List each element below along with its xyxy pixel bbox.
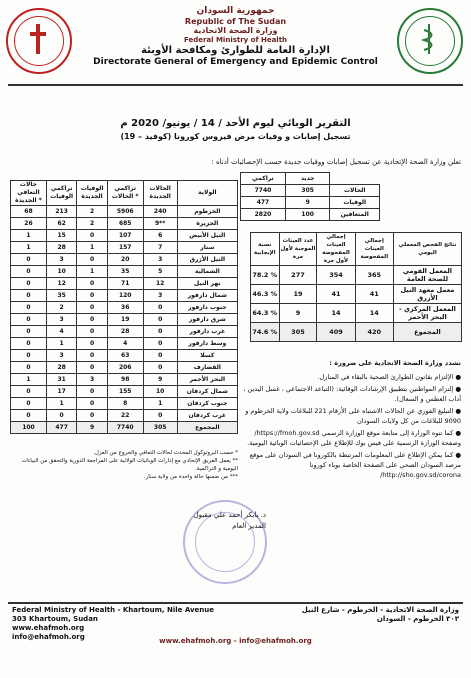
state-value-cell: 1	[11, 230, 47, 242]
state-value-cell: 28	[46, 242, 76, 254]
bullet-icon: ●	[453, 429, 461, 437]
lab-row	[251, 304, 462, 323]
summary-cell: 2820	[241, 209, 286, 221]
state-row	[11, 278, 238, 290]
footer-website-link[interactable]: www.ehafmoh.org	[12, 624, 85, 632]
state-value-cell: 0	[143, 326, 177, 338]
state-value-cell: 2	[46, 302, 76, 314]
lab-value-cell: 277	[279, 266, 317, 285]
state-row	[11, 326, 238, 338]
summary-cell: 7740	[241, 185, 286, 197]
state-row	[11, 302, 238, 314]
summary-label: المتعافين	[330, 209, 380, 221]
lab-table	[250, 232, 462, 342]
state-value-cell: 12	[46, 278, 76, 290]
summary-cell: 477	[241, 197, 286, 209]
footer-contact[interactable]: www.ehafmoh.org - info@ehafmoh.org	[159, 637, 312, 645]
state-value-cell: 0	[11, 338, 47, 350]
state-col-header: الولاية	[177, 181, 237, 206]
state-value-cell: 8	[107, 398, 143, 410]
bullet-icon: ●	[453, 407, 461, 415]
state-value-cell: 19	[107, 314, 143, 326]
summary-cell: 9	[285, 197, 330, 209]
state-note: ** يعمل الفريق الإتحادي مع إدارات الوبائيات الولائية على المراجعة الدورية والتحقق من البيانات اليومية و التراكمية.	[21, 458, 238, 472]
summary-row	[241, 209, 380, 221]
footer-en-line: 303 Khartoum, Sudan	[12, 615, 98, 623]
state-value-cell: 0	[77, 326, 107, 338]
lab-name-cell: معمل معهد النيل الأزرق	[393, 285, 461, 304]
ministry-ar: وزارة الصحة الاتحادية	[193, 26, 278, 35]
state-name-cell: غرب كردفان	[177, 410, 237, 422]
lab-value-cell: 74.6 %	[251, 323, 280, 342]
state-value-cell: 0	[11, 398, 47, 410]
state-value-cell: 0	[77, 338, 107, 350]
advice-list	[236, 372, 461, 482]
state-value-cell: 0	[11, 350, 47, 362]
state-row	[11, 266, 238, 278]
state-value-cell: 1	[77, 242, 107, 254]
summary-cell: 305	[285, 185, 330, 197]
footer-ar-line: ٣٠٣ الخرطوم - السودان	[376, 615, 459, 623]
summary-header-cum: تراكمي	[241, 173, 286, 185]
lab-col-header: إجمالي العينات المفحوصة	[355, 233, 393, 266]
state-value-cell: 3	[46, 254, 76, 266]
state-value-cell: 9	[77, 422, 107, 434]
state-name-cell: البحر الأحمر	[177, 374, 237, 386]
state-value-cell: 5906	[107, 206, 143, 218]
state-value-cell: 0	[77, 302, 107, 314]
footer-ar-line: وزارة الصحة الاتحادية - الخرطوم - شارع النيل	[301, 606, 459, 614]
state-name-cell: الشمالية	[177, 266, 237, 278]
summary-table	[240, 172, 380, 221]
state-value-cell: 107	[107, 230, 143, 242]
letterhead	[0, 6, 471, 82]
lab-col-header: عدد العينات الموجبة لأول مرة	[279, 233, 317, 266]
state-value-cell: 3	[77, 374, 107, 386]
state-value-cell: 3	[46, 350, 76, 362]
advice-text: الإلتزام بقانون الطوارئ الصحية بالبقاء في المنازل.	[317, 373, 454, 381]
footer-ar	[302, 606, 459, 624]
state-notes	[10, 449, 238, 481]
state-name-cell: جنوب كردفان	[177, 398, 237, 410]
state-row	[11, 206, 238, 218]
state-name-cell: نهر النيل	[177, 278, 237, 290]
state-value-cell: 35	[107, 266, 143, 278]
footer-email-link[interactable]: info@ehafmoh.org	[12, 633, 85, 641]
state-value-cell: 0	[11, 290, 47, 302]
state-value-cell: 120	[107, 290, 143, 302]
state-name-cell: شمال دارفور	[177, 290, 237, 302]
state-col-header: الحالات الجديدة	[143, 181, 177, 206]
summary-label: الوفيات	[330, 197, 380, 209]
state-value-cell: 31	[46, 374, 76, 386]
state-value-cell: 1	[46, 338, 76, 350]
lab-value-cell: 64.3 %	[251, 304, 280, 323]
lab-col-header: نتائج الفحص المعملي اليومي	[393, 233, 461, 266]
advice-text: كما تنوه الوزارة إلى متابعة موقع الوزارة الرسمي https://fmoh.gov.sd/ وصفحة الوزارة الرسمية على فيس بوك للإطلاع على الإحصائيات الوبائية اليومية.	[247, 429, 461, 447]
bullet-icon: ●	[453, 451, 461, 459]
state-name-cell: سنار	[177, 242, 237, 254]
state-row	[11, 386, 238, 398]
summary-header-new: جديد	[285, 173, 330, 185]
state-name-cell: غرب دارفور	[177, 326, 237, 338]
state-col-header: تراكمي الوفيات	[46, 181, 76, 206]
summary-row	[241, 185, 380, 197]
state-name-cell: شمال كردفان	[177, 386, 237, 398]
state-value-cell: 28	[107, 326, 143, 338]
state-value-cell: 68	[11, 206, 47, 218]
lab-col-header: إجمالي العينات المفحوصة لأول مرة	[317, 233, 355, 266]
state-value-cell: 0	[77, 410, 107, 422]
report-intro: تعلن وزارة الصحة الإتحادية عن تسجيل إصابات ووفيات جديدة حسب الإحصائيات أدناه :	[211, 158, 461, 166]
state-value-cell: 0	[11, 314, 47, 326]
advice-text: إلتزام المواطنين بتطبيق الإرشادات الوقائية: (التباعد الاجتماعي ، غسل اليدين ، أداب العطس و السعال).	[243, 385, 461, 403]
state-value-cell: 206	[107, 362, 143, 374]
state-name-cell: جنوب دارفور	[177, 302, 237, 314]
summary-header-blank	[330, 173, 380, 185]
ministry-en: Federal Ministry of Health	[183, 36, 288, 44]
state-value-cell: 0	[77, 386, 107, 398]
footer-en-line: Federal Ministry of Health - Khartoum, Nile Avenue	[12, 606, 215, 614]
state-value-cell: 63	[107, 350, 143, 362]
state-value-cell: 477	[46, 422, 76, 434]
advice-item	[236, 406, 461, 426]
state-value-cell: 0	[77, 230, 107, 242]
summary-row	[241, 197, 380, 209]
state-row	[11, 398, 238, 410]
state-value-cell: 1	[46, 398, 76, 410]
state-row	[11, 242, 238, 254]
lab-value-cell: 14	[317, 304, 355, 323]
signature-block	[194, 510, 266, 532]
lab-value-cell: 409	[317, 323, 355, 342]
state-name-cell: وسط دارفور	[177, 338, 237, 350]
state-value-cell: 12	[143, 278, 177, 290]
state-value-cell: 0	[143, 302, 177, 314]
state-value-cell: 10	[143, 386, 177, 398]
state-value-cell: 0	[77, 254, 107, 266]
advice-item	[236, 372, 461, 382]
country-ar: جمهورية السودان	[196, 6, 275, 16]
state-name-cell: القضارف	[177, 362, 237, 374]
directorate-en: Directorate General of Emergency and Epidemic Control	[93, 57, 378, 67]
state-value-cell: 0	[77, 314, 107, 326]
state-value-cell: 0	[77, 290, 107, 302]
state-col-header: تراكمي الحالات *	[107, 181, 143, 206]
state-value-cell: 0	[77, 362, 107, 374]
lab-value-cell: 19	[279, 285, 317, 304]
state-value-cell: 5	[143, 266, 177, 278]
state-value-cell: 6	[143, 230, 177, 242]
state-value-cell: 1	[143, 398, 177, 410]
state-row	[11, 422, 238, 434]
state-value-cell: 9**	[143, 218, 177, 230]
state-note: * حسب البروتوكول المحدث لحالات التعافي والخروج من العزل.	[93, 450, 238, 456]
state-value-cell: 36	[107, 302, 143, 314]
advice-item	[236, 384, 461, 404]
state-value-cell: 0	[11, 278, 47, 290]
advice-heading: تشدد وزارة الصحة الاتحادية على ضرورة :	[329, 359, 461, 367]
lab-value-cell: 41	[355, 285, 393, 304]
state-value-cell: 0	[143, 410, 177, 422]
state-row	[11, 314, 238, 326]
bullet-icon: ●	[453, 373, 461, 381]
state-row	[11, 410, 238, 422]
state-value-cell: 9	[143, 374, 177, 386]
state-value-cell: 0	[143, 362, 177, 374]
state-value-cell: 0	[11, 362, 47, 374]
state-value-cell: 0	[77, 350, 107, 362]
lab-value-cell: 420	[355, 323, 393, 342]
state-name-cell: النيل الأبيض	[177, 230, 237, 242]
lab-value-cell: 46.3 %	[251, 285, 280, 304]
signatory-role: المدير العام	[232, 522, 266, 530]
state-row	[11, 218, 238, 230]
advice-item	[236, 450, 461, 480]
advice-text: كما يمكن الإطلاع على المعلومات المرتبطة بالكورونا في السودان على موقع مرصد السودان الصحي على الصفحة الخاصة بوباء كورونا http://sho.gov.sd/corona/	[249, 451, 461, 479]
lab-row	[251, 323, 462, 342]
state-value-cell: 1	[11, 242, 47, 254]
lab-row	[251, 266, 462, 285]
state-value-cell: 0	[11, 326, 47, 338]
report-title: التقرير الوبائي ليوم الأحد / 14 / يونيو/ 2020 م	[120, 118, 351, 129]
lab-value-cell: 354	[317, 266, 355, 285]
state-value-cell: 3	[143, 254, 177, 266]
state-name-cell: النيل الأزرق	[177, 254, 237, 266]
state-row	[11, 374, 238, 386]
state-value-cell: 20	[107, 254, 143, 266]
state-value-cell: 1	[77, 266, 107, 278]
bullet-icon: ●	[453, 385, 461, 393]
state-value-cell: 35	[46, 290, 76, 302]
summary-label: الحالات	[330, 185, 380, 197]
state-value-cell: 0	[11, 386, 47, 398]
lab-name-cell: المجموع	[393, 323, 461, 342]
state-value-cell: 3	[46, 314, 76, 326]
state-value-cell: 1	[11, 374, 47, 386]
state-note: *** من ضمنها حالة واحدة من ولاية سنار.	[143, 474, 238, 480]
advice-item	[236, 428, 461, 448]
state-name-cell: كسلا	[177, 350, 237, 362]
summary-cell: 100	[285, 209, 330, 221]
signatory-name: د. بابكر أحمد علي مقبول	[193, 511, 266, 519]
state-row	[11, 230, 238, 242]
lab-name-cell: المعمل المركزي - البحر الأحمر	[393, 304, 461, 323]
lab-value-cell: 9	[279, 304, 317, 323]
state-value-cell: 685	[107, 218, 143, 230]
state-value-cell: 213	[46, 206, 76, 218]
state-row	[11, 338, 238, 350]
lab-col-header: نسبة الإيجابية	[251, 233, 280, 266]
header-divider	[8, 84, 463, 86]
state-value-cell: 0	[11, 266, 47, 278]
state-value-cell: 0	[77, 398, 107, 410]
state-value-cell: 2	[77, 206, 107, 218]
state-value-cell: 157	[107, 242, 143, 254]
advice-text: التبليغ الفوري عن الحالات الاشتباه على الأرقام 221 للبلاغات ولاية الخرطوم و 9090 للبلاغات من كل ولايات السودان	[245, 407, 461, 425]
state-value-cell: 305	[143, 422, 177, 434]
state-row	[11, 350, 238, 362]
state-value-cell: 0	[46, 410, 76, 422]
lab-value-cell: 41	[317, 285, 355, 304]
state-value-cell: 0	[143, 338, 177, 350]
state-value-cell: 22	[107, 410, 143, 422]
state-value-cell: 3	[143, 290, 177, 302]
state-name-cell: شرق دارفور	[177, 314, 237, 326]
state-row	[11, 290, 238, 302]
state-value-cell: 4	[46, 326, 76, 338]
state-col-header: الوفيات الجديدة	[77, 181, 107, 206]
state-name-cell: الخرطوم	[177, 206, 237, 218]
state-value-cell: 26	[11, 218, 47, 230]
state-value-cell: 0	[77, 278, 107, 290]
state-value-cell: 100	[11, 422, 47, 434]
directorate-ar: الإدارة العامة للطوارئ ومكافحة الأوبئة	[141, 45, 330, 56]
state-value-cell: 15	[46, 230, 76, 242]
lab-value-cell: 305	[279, 323, 317, 342]
lab-value-cell: 14	[355, 304, 393, 323]
state-name-cell: الجزيرة	[177, 218, 237, 230]
state-value-cell: 7740	[107, 422, 143, 434]
state-value-cell: 0	[143, 314, 177, 326]
state-value-cell: 155	[107, 386, 143, 398]
state-value-cell: 17	[46, 386, 76, 398]
state-value-cell: 0	[11, 254, 47, 266]
state-value-cell: 10	[46, 266, 76, 278]
state-col-header: حالات التعافي الجديدة *	[11, 181, 47, 206]
footer-divider	[8, 602, 463, 604]
state-name-cell: المجموع	[177, 422, 237, 434]
state-row	[11, 362, 238, 374]
state-value-cell: 240	[143, 206, 177, 218]
lab-row	[251, 285, 462, 304]
lab-value-cell: 78.2 %	[251, 266, 280, 285]
state-value-cell: 2	[77, 218, 107, 230]
state-value-cell: 71	[107, 278, 143, 290]
state-value-cell: 0	[143, 350, 177, 362]
state-value-cell: 62	[46, 218, 76, 230]
lab-value-cell: 365	[355, 266, 393, 285]
state-row	[11, 254, 238, 266]
state-value-cell: 0	[11, 410, 47, 422]
lab-name-cell: المعمل القومي للصحة العامة	[393, 266, 461, 285]
state-value-cell: 28	[46, 362, 76, 374]
state-table	[10, 180, 238, 434]
state-value-cell: 0	[11, 302, 47, 314]
state-value-cell: 4	[107, 338, 143, 350]
country-en: Republic of The Sudan	[184, 17, 287, 26]
state-value-cell: 7	[143, 242, 177, 254]
report-subtitle: تسجيل إصابات و وفيات مرض فيروس كورونا (كوفيد – 19)	[120, 132, 351, 141]
state-value-cell: 98	[107, 374, 143, 386]
